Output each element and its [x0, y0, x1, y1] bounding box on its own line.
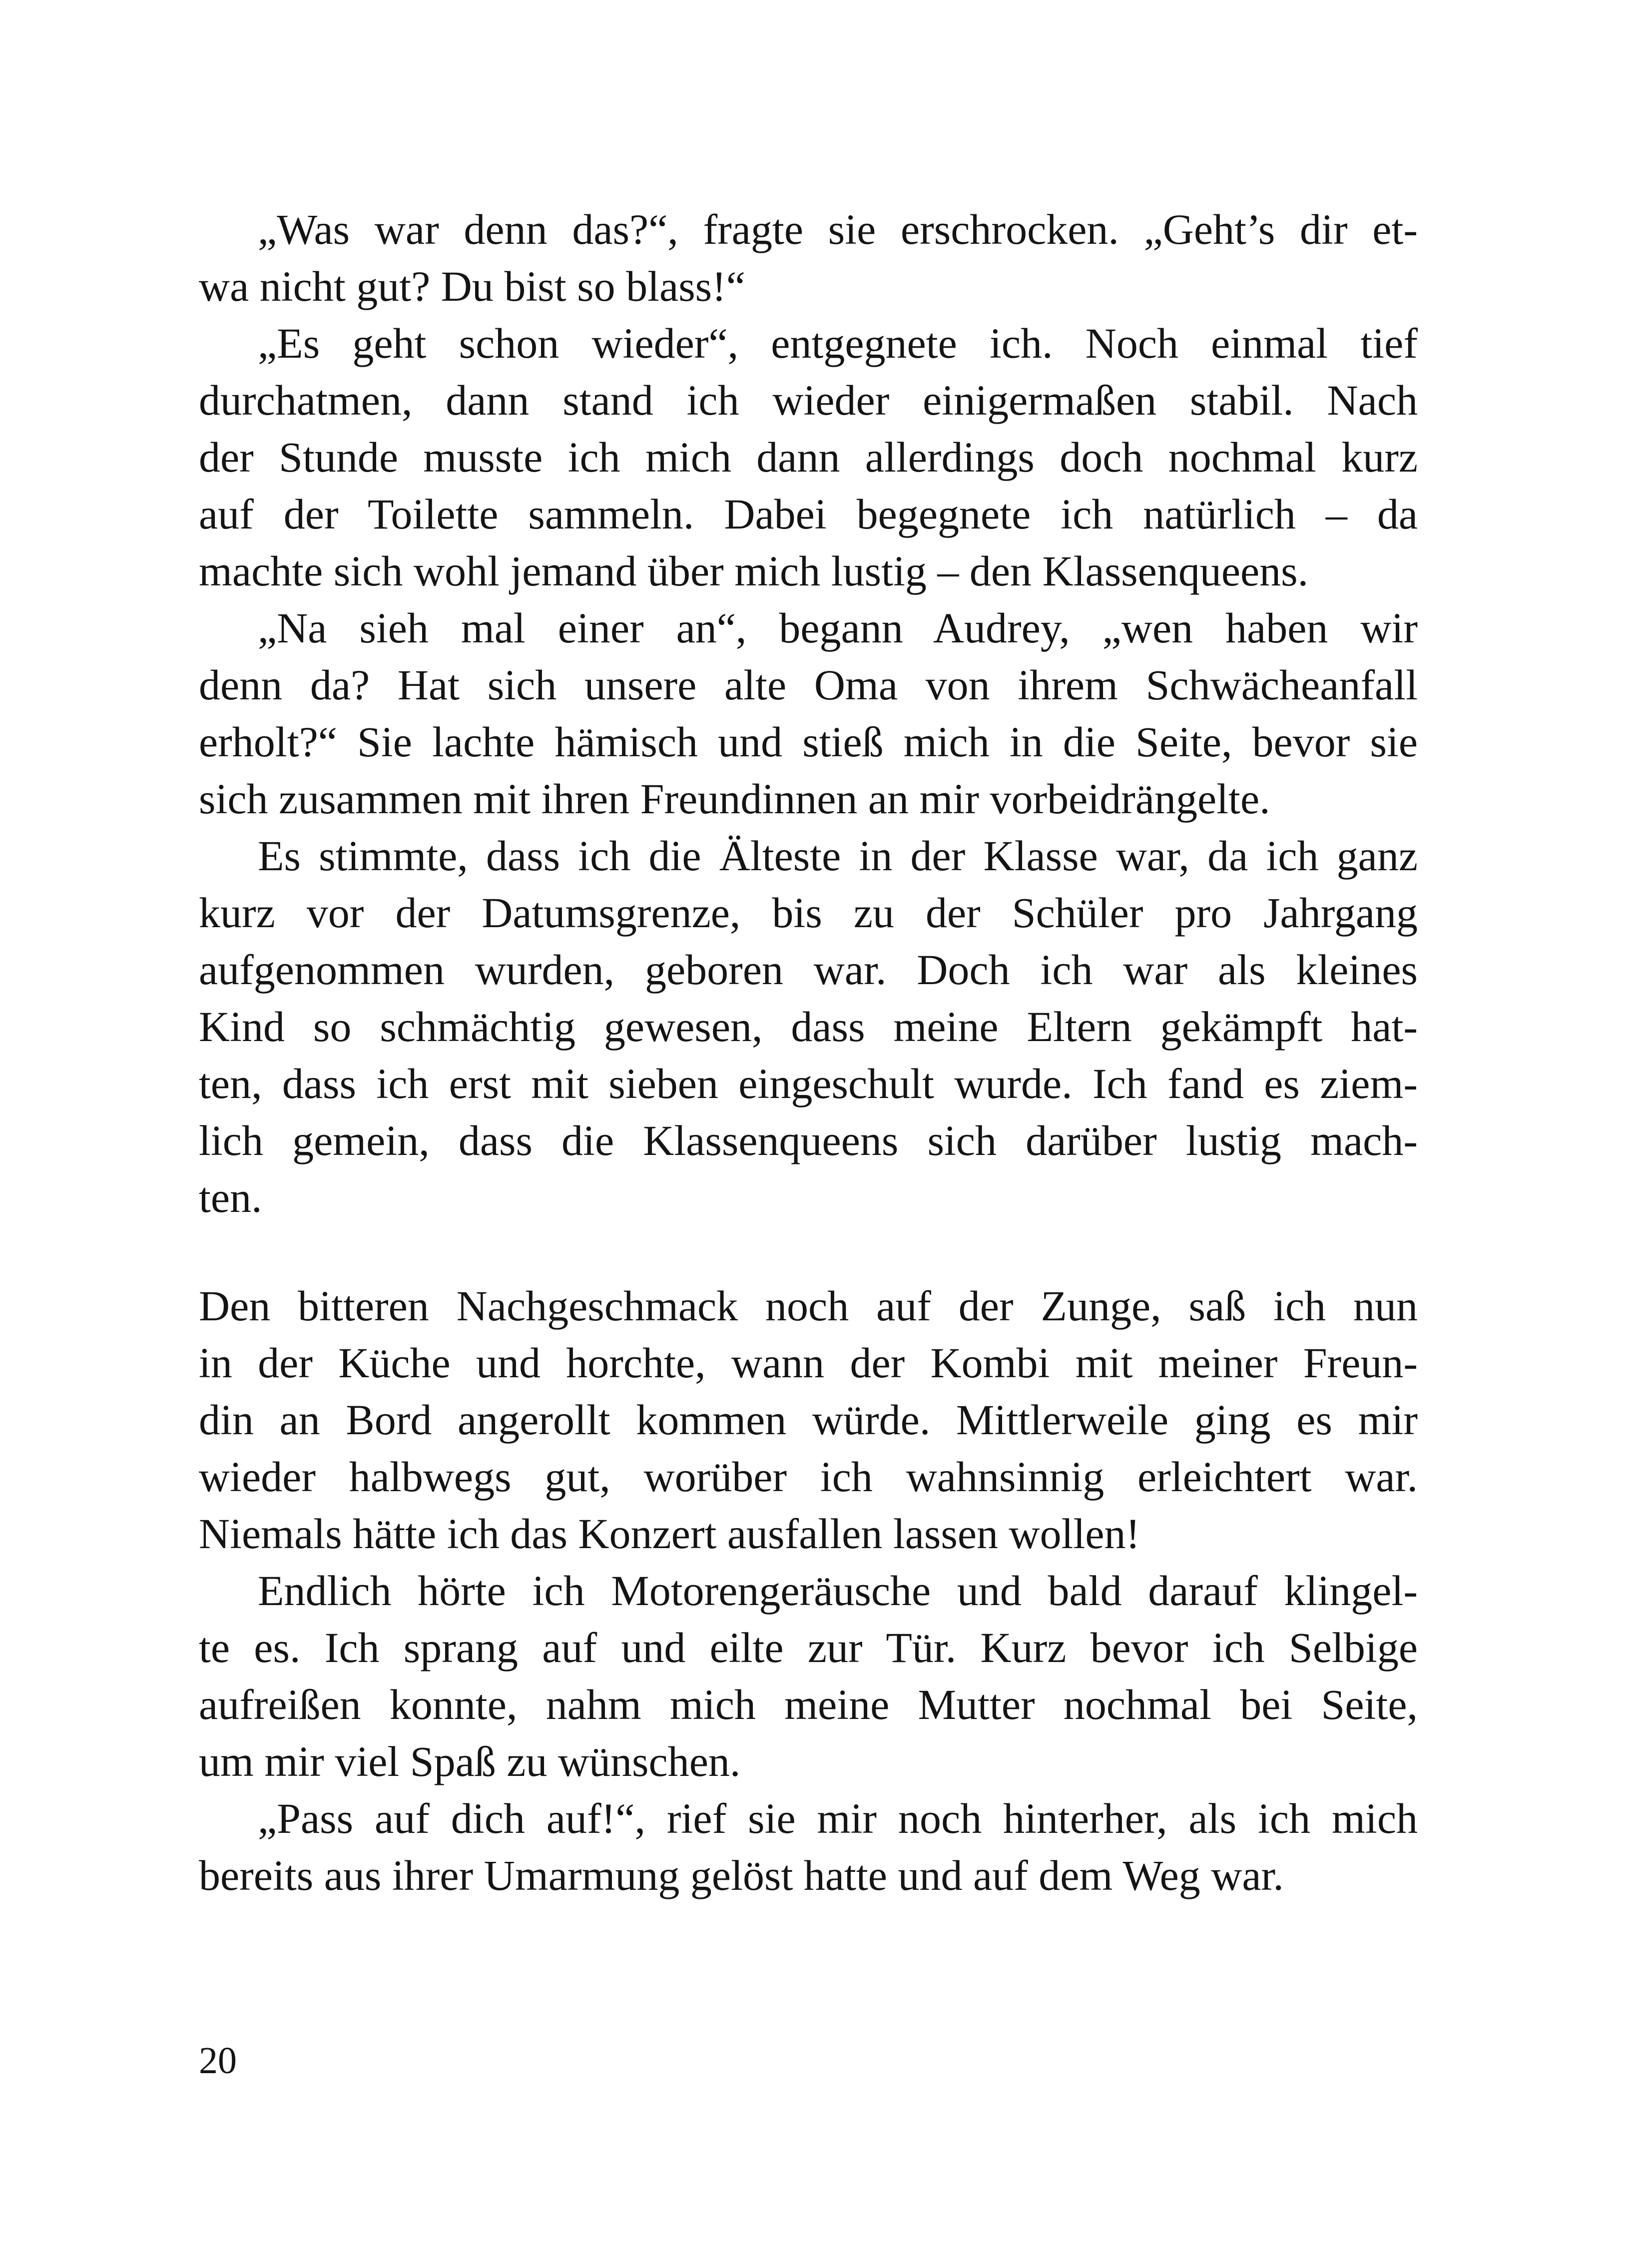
text-line: aufgenommen wurden, geboren war. Doch ich war als kleines: [199, 946, 1418, 994]
page-number: 20: [199, 2040, 237, 2082]
text-line: Kind so schmächtig gewesen, dass meine Eltern gekämpft hat-: [199, 1003, 1418, 1051]
text-line: in der Küche und horchte, wann der Kombi mit meiner Freun-: [199, 1339, 1418, 1387]
text-line: auf der Toilette sammeln. Dabei begegnete ich natürlich – da: [199, 490, 1418, 538]
text-line: sich zusammen mit ihren Freundinnen an mir vorbeidrängelte.: [199, 775, 1270, 823]
text-line: Es stimmte, dass ich die Älteste in der Klasse war, da ich ganz: [258, 832, 1418, 880]
text-line: machte sich wohl jemand über mich lustig – den Klassenqueens.: [199, 547, 1309, 595]
text-line: „Es geht schon wieder“, entgegnete ich. Noch einmal tief: [258, 319, 1418, 367]
text-line: ten, dass ich erst mit sieben eingeschult wurde. Ich fand es ziem-: [199, 1060, 1418, 1108]
text-line: aufreißen konnte, nahm mich meine Mutter nochmal bei Seite,: [199, 1681, 1418, 1728]
text-line: ten.: [199, 1173, 262, 1221]
text-line: „Pass auf dich auf!“, rief sie mir noch hinterher, als ich mich: [258, 1794, 1418, 1842]
text-line: bereits aus ihrer Umarmung gelöst hatte und auf dem Weg war.: [199, 1851, 1284, 1899]
text-line: Endlich hörte ich Motorengeräusche und bald darauf klingel-: [258, 1567, 1418, 1615]
text-section-two: [199, 1277, 1418, 1904]
text-line: „Was war denn das?“, fragte sie erschrocken. „Geht’s dir et-: [258, 205, 1418, 253]
text-line: te es. Ich sprang auf und eilte zur Tür. Kurz bevor ich Selbige: [199, 1624, 1418, 1672]
text-line: Niemals hätte ich das Konzert ausfallen lassen wollen!: [199, 1510, 1140, 1558]
text-section-one: [199, 201, 1418, 1226]
text-line: der Stunde musste ich mich dann allerdings doch nochmal kurz: [199, 433, 1418, 481]
text-line: erholt?“ Sie lachte hämisch und stieß mich in die Seite, bevor sie: [199, 718, 1418, 766]
text-line: din an Bord angerollt kommen würde. Mittlerweile ging es mir: [199, 1396, 1418, 1444]
text-line: „Na sieh mal einer an“, begann Audrey, „wen haben wir: [258, 604, 1418, 652]
text-line: lich gemein, dass die Klassenqueens sich darüber lustig mach-: [199, 1117, 1418, 1164]
text-line: wa nicht gut? Du bist so blass!“: [199, 262, 745, 310]
text-line: durchatmen, dann stand ich wieder einigermaßen stabil. Nach: [199, 376, 1418, 424]
text-line: kurz vor der Datumsgrenze, bis zu der Schüler pro Jahrgang: [199, 889, 1418, 937]
text-line: denn da? Hat sich unsere alte Oma von ihrem Schwächeanfall: [199, 661, 1418, 709]
text-line: wieder halbwegs gut, worüber ich wahnsinnig erleichtert war.: [199, 1453, 1418, 1501]
text-line: Den bitteren Nachgeschmack noch auf der Zunge, saß ich nun: [199, 1282, 1418, 1330]
text-line: um mir viel Spaß zu wünschen.: [199, 1737, 741, 1785]
